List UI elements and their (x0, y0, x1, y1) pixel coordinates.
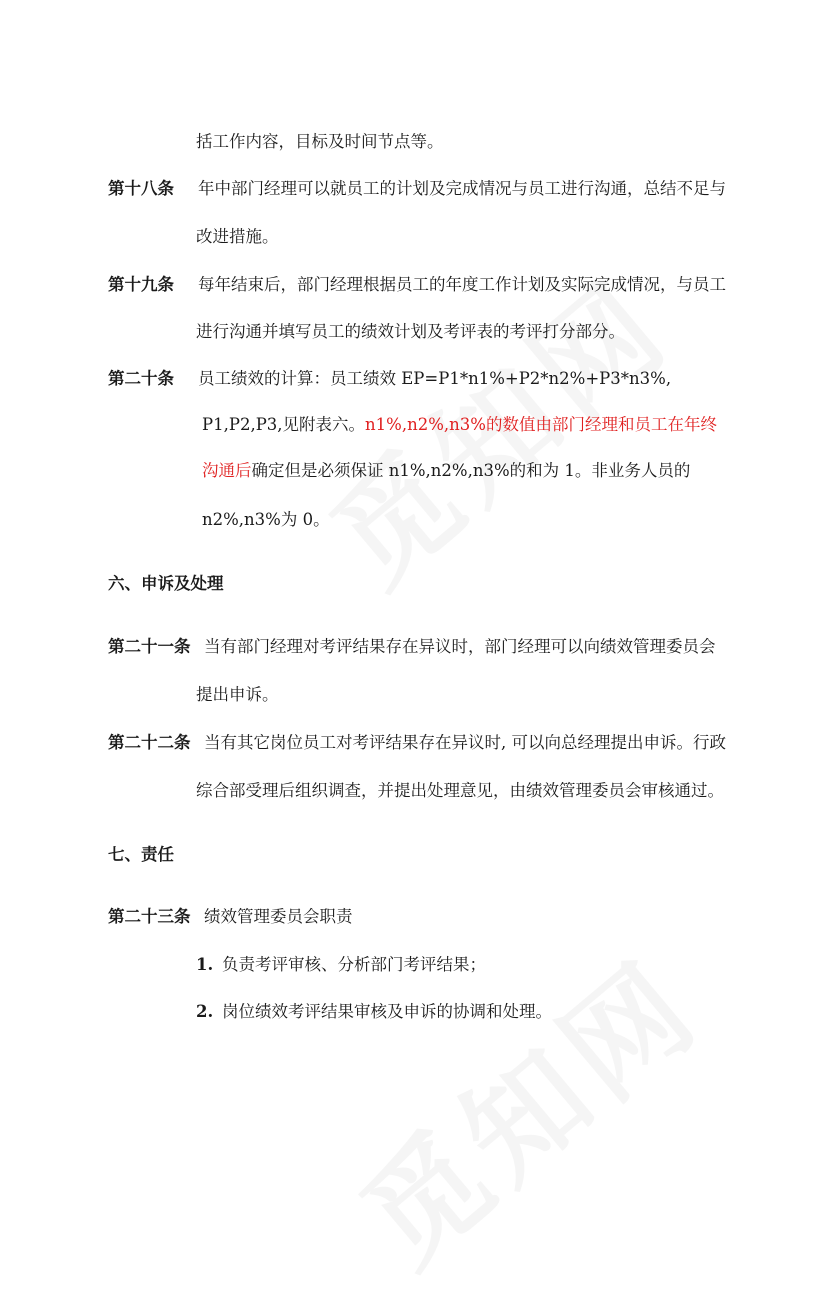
article-20-line4: n2%,n3%为 0。 (202, 510, 330, 529)
article-18-label: 第十八条 (108, 179, 174, 198)
highlight-text: 沟通后 (202, 461, 252, 480)
list-item-text: 负责考评审核、分析部门考评结果； (222, 955, 486, 974)
list-item-number: 1. (196, 955, 214, 974)
article-22-line1: 当有其它岗位员工对考评结果存在异议时, 可以向总经理提出申诉。行政 (204, 733, 726, 752)
article-20-line2-text: P1,P2,P3,见附表六。 (202, 415, 366, 434)
article-22-line2: 综合部受理后组织调查，并提出处理意见，由绩效管理委员会审核通过。 (196, 781, 724, 800)
article-18-line1: 年中部门经理可以就员工的计划及完成情况与员工进行沟通，总结不足与 (198, 179, 726, 198)
list-item (196, 953, 486, 977)
article-21-line2: 提出申诉。 (196, 685, 279, 704)
section-6-heading: 六、申诉及处理 (108, 574, 224, 593)
article-19-line1: 每年结束后，部门经理根据员工的年度工作计划及实际完成情况，与员工 (198, 275, 726, 294)
list-item (196, 1000, 552, 1024)
article-21-label: 第二十一条 (108, 637, 191, 656)
article-20-line2 (202, 413, 717, 437)
highlight-text: n1%,n2%,n3%的数值由部门经理和员工在年终 (365, 415, 717, 434)
list-item-text: 岗位绩效考评结果审核及申诉的协调和处理。 (222, 1002, 552, 1021)
article-23-label: 第二十三条 (108, 907, 191, 926)
article-17-continuation: 括工作内容，目标及时间节点等。 (196, 132, 444, 151)
article-18-line2: 改进措施。 (196, 227, 279, 246)
article-20-line3 (202, 459, 690, 483)
article-19-line2: 进行沟通并填写员工的绩效计划及考评表的考评打分部分。 (196, 322, 625, 341)
article-22-label: 第二十二条 (108, 733, 191, 752)
article-20-line1: 员工绩效的计算：员工绩效 EP=P1*n1%+P2*n2%+P3*n3%, (198, 369, 672, 388)
article-23-line1: 绩效管理委员会职责 (204, 907, 353, 926)
article-21-line1: 当有部门经理对考评结果存在异议时，部门经理可以向绩效管理委员会 (204, 637, 716, 656)
section-7-heading: 七、责任 (108, 845, 174, 864)
article-19-label: 第十九条 (108, 275, 174, 294)
list-item-number: 2. (196, 1002, 214, 1021)
article-20-line3-text: 确定但是必须保证 n1%,n2%,n3%的和为 1。非业务人员的 (251, 461, 691, 480)
article-20-label: 第二十条 (108, 369, 174, 388)
